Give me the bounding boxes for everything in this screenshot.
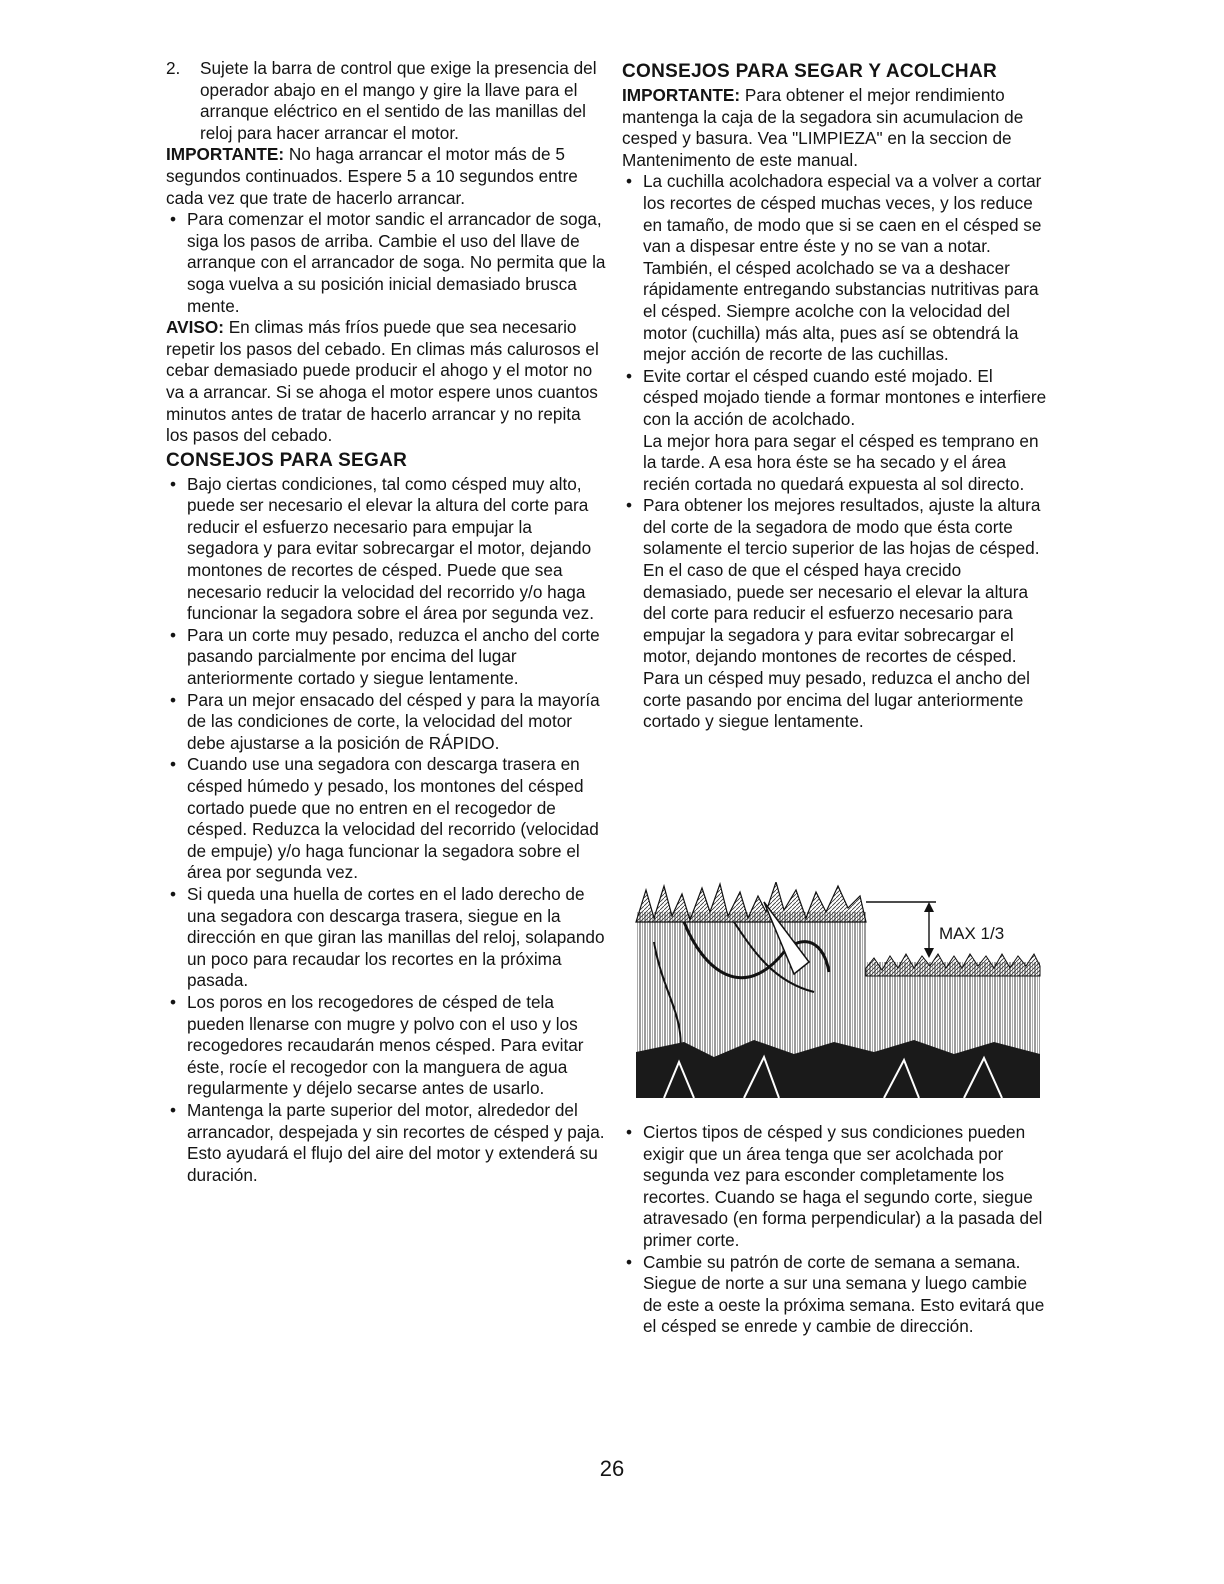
list-item: • Bajo ciertas condiciones, tal como césped muy alto, puede ser necesario el elevar la altura del corte para reducir el esfuerzo necesario para empujar la segadora y para evitar sobrecargar el motor, dejando montones de recortes de césped. Puede que sea necesario reducir la velocidad del recorrido y/o haga funcionar la segadora sobre el área por segunda vez. [166, 474, 606, 625]
list-item-text: • Para obtener los mejores resultados, ajuste la altura del corte de la segadora de modo que ésta corte solamente el tercio superior de las hojas de césped. En el caso de que el césped haya crecido demasiado, puede ser necesario el elevar la altura del corte para reducir el esfuerzo necesario para empujar la segadora y para evitar sobrecargar el motor, dejando montones de recortes de césped. [643, 495, 1041, 667]
list-item: • Para un corte muy pesado, reduzca el ancho del corte pasando parcialmente por encima del lugar anteriormente cortado y siegue lentamente. [166, 625, 606, 690]
list-item: • Cambie su patrón de corte de semana a semana. Siegue de norte a sur una semana y luego cambie de este a oeste la próxima semana. Esto evitará que el césped se enrede y cambie de dirección. [622, 1252, 1050, 1338]
section-heading-acolchar: CONSEJOS PARA SEGAR Y ACOLCHAR [622, 61, 997, 82]
right-column [622, 58, 1050, 733]
importante-text: Para obtener el mejor rendimiento mantenga la caja de la segadora sin acumulacion de cesped y basura. Vea "LIMPIEZA" en la seccion de Mantenimento de este manual. [622, 85, 1024, 170]
list-item-text: • Evite cortar el césped cuando esté mojado. El césped mojado tiende a formar montones e interfiere con la acción de acolchado. [643, 365, 1047, 429]
mulching-tips-list-continued [622, 1122, 1050, 1338]
max-one-third-label: MAX 1/3 [936, 924, 1007, 944]
section-heading-segar: CONSEJOS PARA SEGAR [166, 449, 408, 471]
grass-illustration [624, 882, 1048, 1100]
rope-start-list [166, 209, 606, 317]
list-item-subtext: Para un césped muy pesado, reduzca el ancho del corte pasando por encima del lugar anteriormente cortado y siegue lentamente. [643, 668, 1030, 732]
step-2 [166, 58, 606, 144]
list-item: • Mantenga la parte superior del motor, alrededor del arrancador, despejada y sin recortes de césped y paja. Esto ayudará el flujo del aire del motor y extenderá su duración. [166, 1100, 606, 1186]
importante-note [166, 144, 606, 209]
importante-note [622, 85, 1050, 171]
right-column-lower [622, 1122, 1050, 1338]
step-text: Sujete la barra de control que exige la presencia del operador abajo en el mango y gire la llave para el arranque eléctrico en el sentido de las manillas del reloj para hacer arrancar el motor. [200, 58, 597, 143]
aviso-note [166, 317, 606, 447]
list-item: • Ciertos tipos de césped y sus condiciones pueden exigir que un área tenga que ser acolchada por segunda vez para esconder completamente los recortes. Cuando se haga el segundo corte, siegue atravesado (en forma perpendicular) a la pasada del primer corte. [622, 1122, 1050, 1252]
mowing-tips-list [166, 474, 606, 1187]
list-item-subtext: La mejor hora para segar el césped es temprano en la tarde. A esa hora éste se ha secado y el área recién cortada no quedará expuesta al sol directo. [643, 430, 1039, 494]
aviso-label: AVISO: [166, 317, 224, 338]
mulching-tips-list [622, 171, 1050, 732]
importante-label: IMPORTANTE: [166, 144, 285, 165]
list-item [622, 366, 1050, 496]
list-item [622, 495, 1050, 733]
importante-text: No haga arrancar el motor más de 5 segundos continuados. Espere 5 a 10 segundos entre cada vez que trate de hacerlo arrancar. [166, 144, 578, 208]
list-item: • Cuando use una segadora con descarga trasera en césped húmedo y pesado, los montones del césped cortado puede que no entren en el recogedor de césped. Reduzca la velocidad del recorrido (velocidad de empuje) y/o haga funcionar la segadora sobre el área por segunda vez. [166, 754, 606, 884]
left-column [166, 58, 606, 1186]
list-item: • Si queda una huella de cortes en el lado derecho de una segadora con descarga trasera, siegue en la dirección en que giran las manillas del reloj, solapando un poco para recaudar los recortes en la próxima pasada. [166, 884, 606, 992]
list-item: • La cuchilla acolchadora especial va a volver a cortar los recortes de césped muchas veces, y los reduce en tamaño, de modo que si se caen en el césped se van a dispesar entre éste y no se van a notar. También, el césped acolchado se va a deshacer rápidamente entregando substancias nutritivas para el césped. Siempre acolche con la velocidad del motor (cuchilla) más alta, pues así se obtendrá la mejor acción de recorte de las cuchillas. [622, 171, 1050, 365]
aviso-text: En climas más fríos puede que sea necesario repetir los pasos del cebado. En climas más calurosos el cebar demasiado puede producir el ahogo y el motor no va a arrancar. Si se ahoga el motor espere unos cuantos minutos antes de tratar de hacerlo arrancar y no repita los pasos del cebado. [166, 317, 599, 446]
list-item: • Para un mejor ensacado del césped y para la mayoría de las condiciones de corte, la velocidad del motor debe ajustarse a la posición de RÁPIDO. [166, 690, 606, 755]
max-height-indicator [866, 902, 936, 958]
step-number: 2. [166, 58, 181, 78]
list-item: • Para comenzar el motor sandic el arrancador de soga, siga los pasos de arriba. Cambie el uso del llave de arranque con el arrancador de soga. No permita que la soga vuelva a su posición inicial demasiado brusca mente. [166, 209, 606, 317]
page-number: 26 [599, 1456, 625, 1481]
grass-cut-height-figure [624, 882, 1048, 1100]
list-item: • Los poros en los recogedores de césped de tela pueden llenarse con mugre y polvo con el uso y los recogedores recaudarán menos césped. Para evitar éste, rocíe el recogedor con la manguera de agua regularmente y déjelo secarse antes de usarlo. [166, 992, 606, 1100]
importante-label: IMPORTANTE: [622, 85, 741, 105]
